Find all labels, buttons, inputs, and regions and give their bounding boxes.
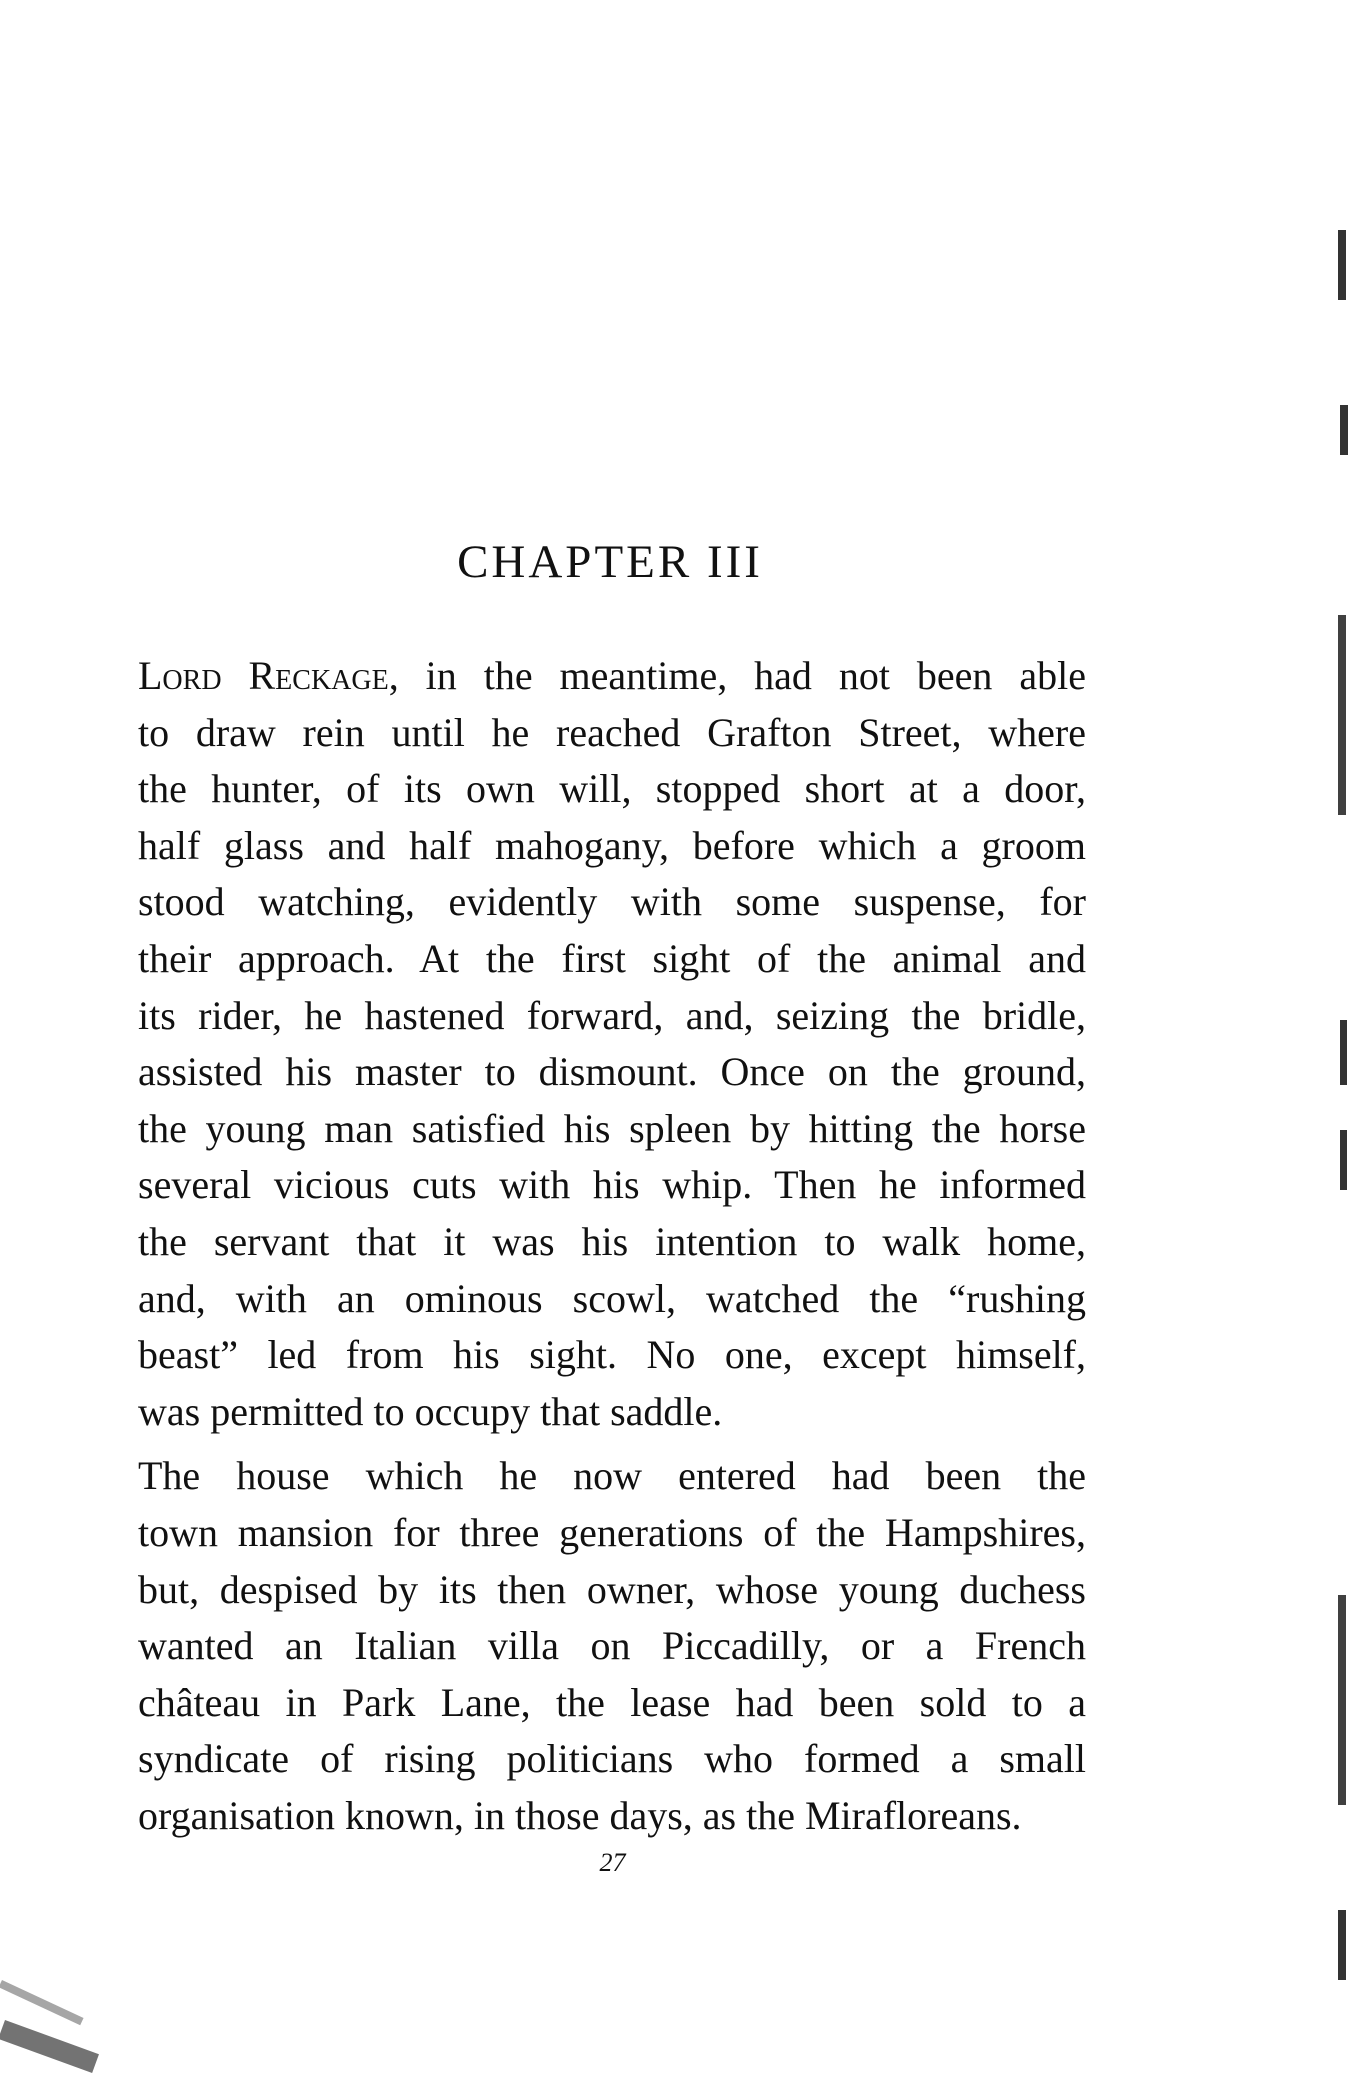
- text-line: its rider, he hastened forward, and, seizing the bridle,: [138, 992, 1086, 1038]
- text-line: their approach. At the first sight of the animal and: [138, 935, 1086, 981]
- page-number: 27: [599, 1848, 626, 1877]
- body-text: [138, 648, 1086, 1844]
- text-line: château in Park Lane, the lease had been sold to a: [138, 1679, 1086, 1725]
- scan-mark: [1340, 1020, 1347, 1085]
- text-line: stood watching, evidently with some suspense, for: [138, 879, 1086, 925]
- text-line: town mansion for three generations of the Hampshires,: [138, 1509, 1086, 1555]
- text-line: the hunter, of its own will, stopped short at a door,: [138, 766, 1086, 812]
- paragraph-1: [138, 648, 1086, 1440]
- text-line: the servant that it was his intention to walk home,: [138, 1218, 1086, 1264]
- scan-mark: [1338, 230, 1346, 300]
- text-line: beast” led from his sight. No one, except himself,: [138, 1332, 1086, 1378]
- scan-mark: [0, 2020, 99, 2073]
- text-line: organisation known, in those days, as the Mirafloreans.: [138, 1792, 1022, 1838]
- text-line: several vicious cuts with his whip. Then he informed: [138, 1162, 1086, 1208]
- text-line: The house which he now entered had been the: [138, 1453, 1086, 1499]
- text-line: syndicate of rising politicians who formed a small: [138, 1736, 1086, 1782]
- scan-mark: [1338, 1595, 1346, 1805]
- text-line: half glass and half mahogany, before which a groom: [138, 822, 1086, 868]
- scan-mark: [1340, 1130, 1347, 1190]
- text-line: was permitted to occupy that saddle.: [138, 1388, 723, 1434]
- text-line: wanted an Italian villa on Piccadilly, or a French: [138, 1623, 1086, 1669]
- text-line: but, despised by its then owner, whose young duchess: [138, 1566, 1086, 1612]
- scan-mark: [1338, 1910, 1346, 1980]
- chapter-title: CHAPTER III: [457, 536, 763, 588]
- paragraph-2: [138, 1448, 1086, 1844]
- text-line: assisted his master to dismount. Once on the ground,: [138, 1049, 1086, 1095]
- scan-mark: [1340, 405, 1348, 455]
- text-line: Lord Reckage, in the meantime, had not been able: [138, 653, 1086, 698]
- scan-mark: [1338, 615, 1346, 815]
- scan-mark: [0, 1980, 84, 2025]
- opening-small-caps: Lord Reckage,: [138, 653, 399, 698]
- text-line: to draw rein until he reached Grafton Street, where: [138, 709, 1086, 755]
- text-line: the young man satisfied his spleen by hitting the horse: [138, 1105, 1086, 1151]
- text-line: and, with an ominous scowl, watched the “rushing: [138, 1275, 1086, 1321]
